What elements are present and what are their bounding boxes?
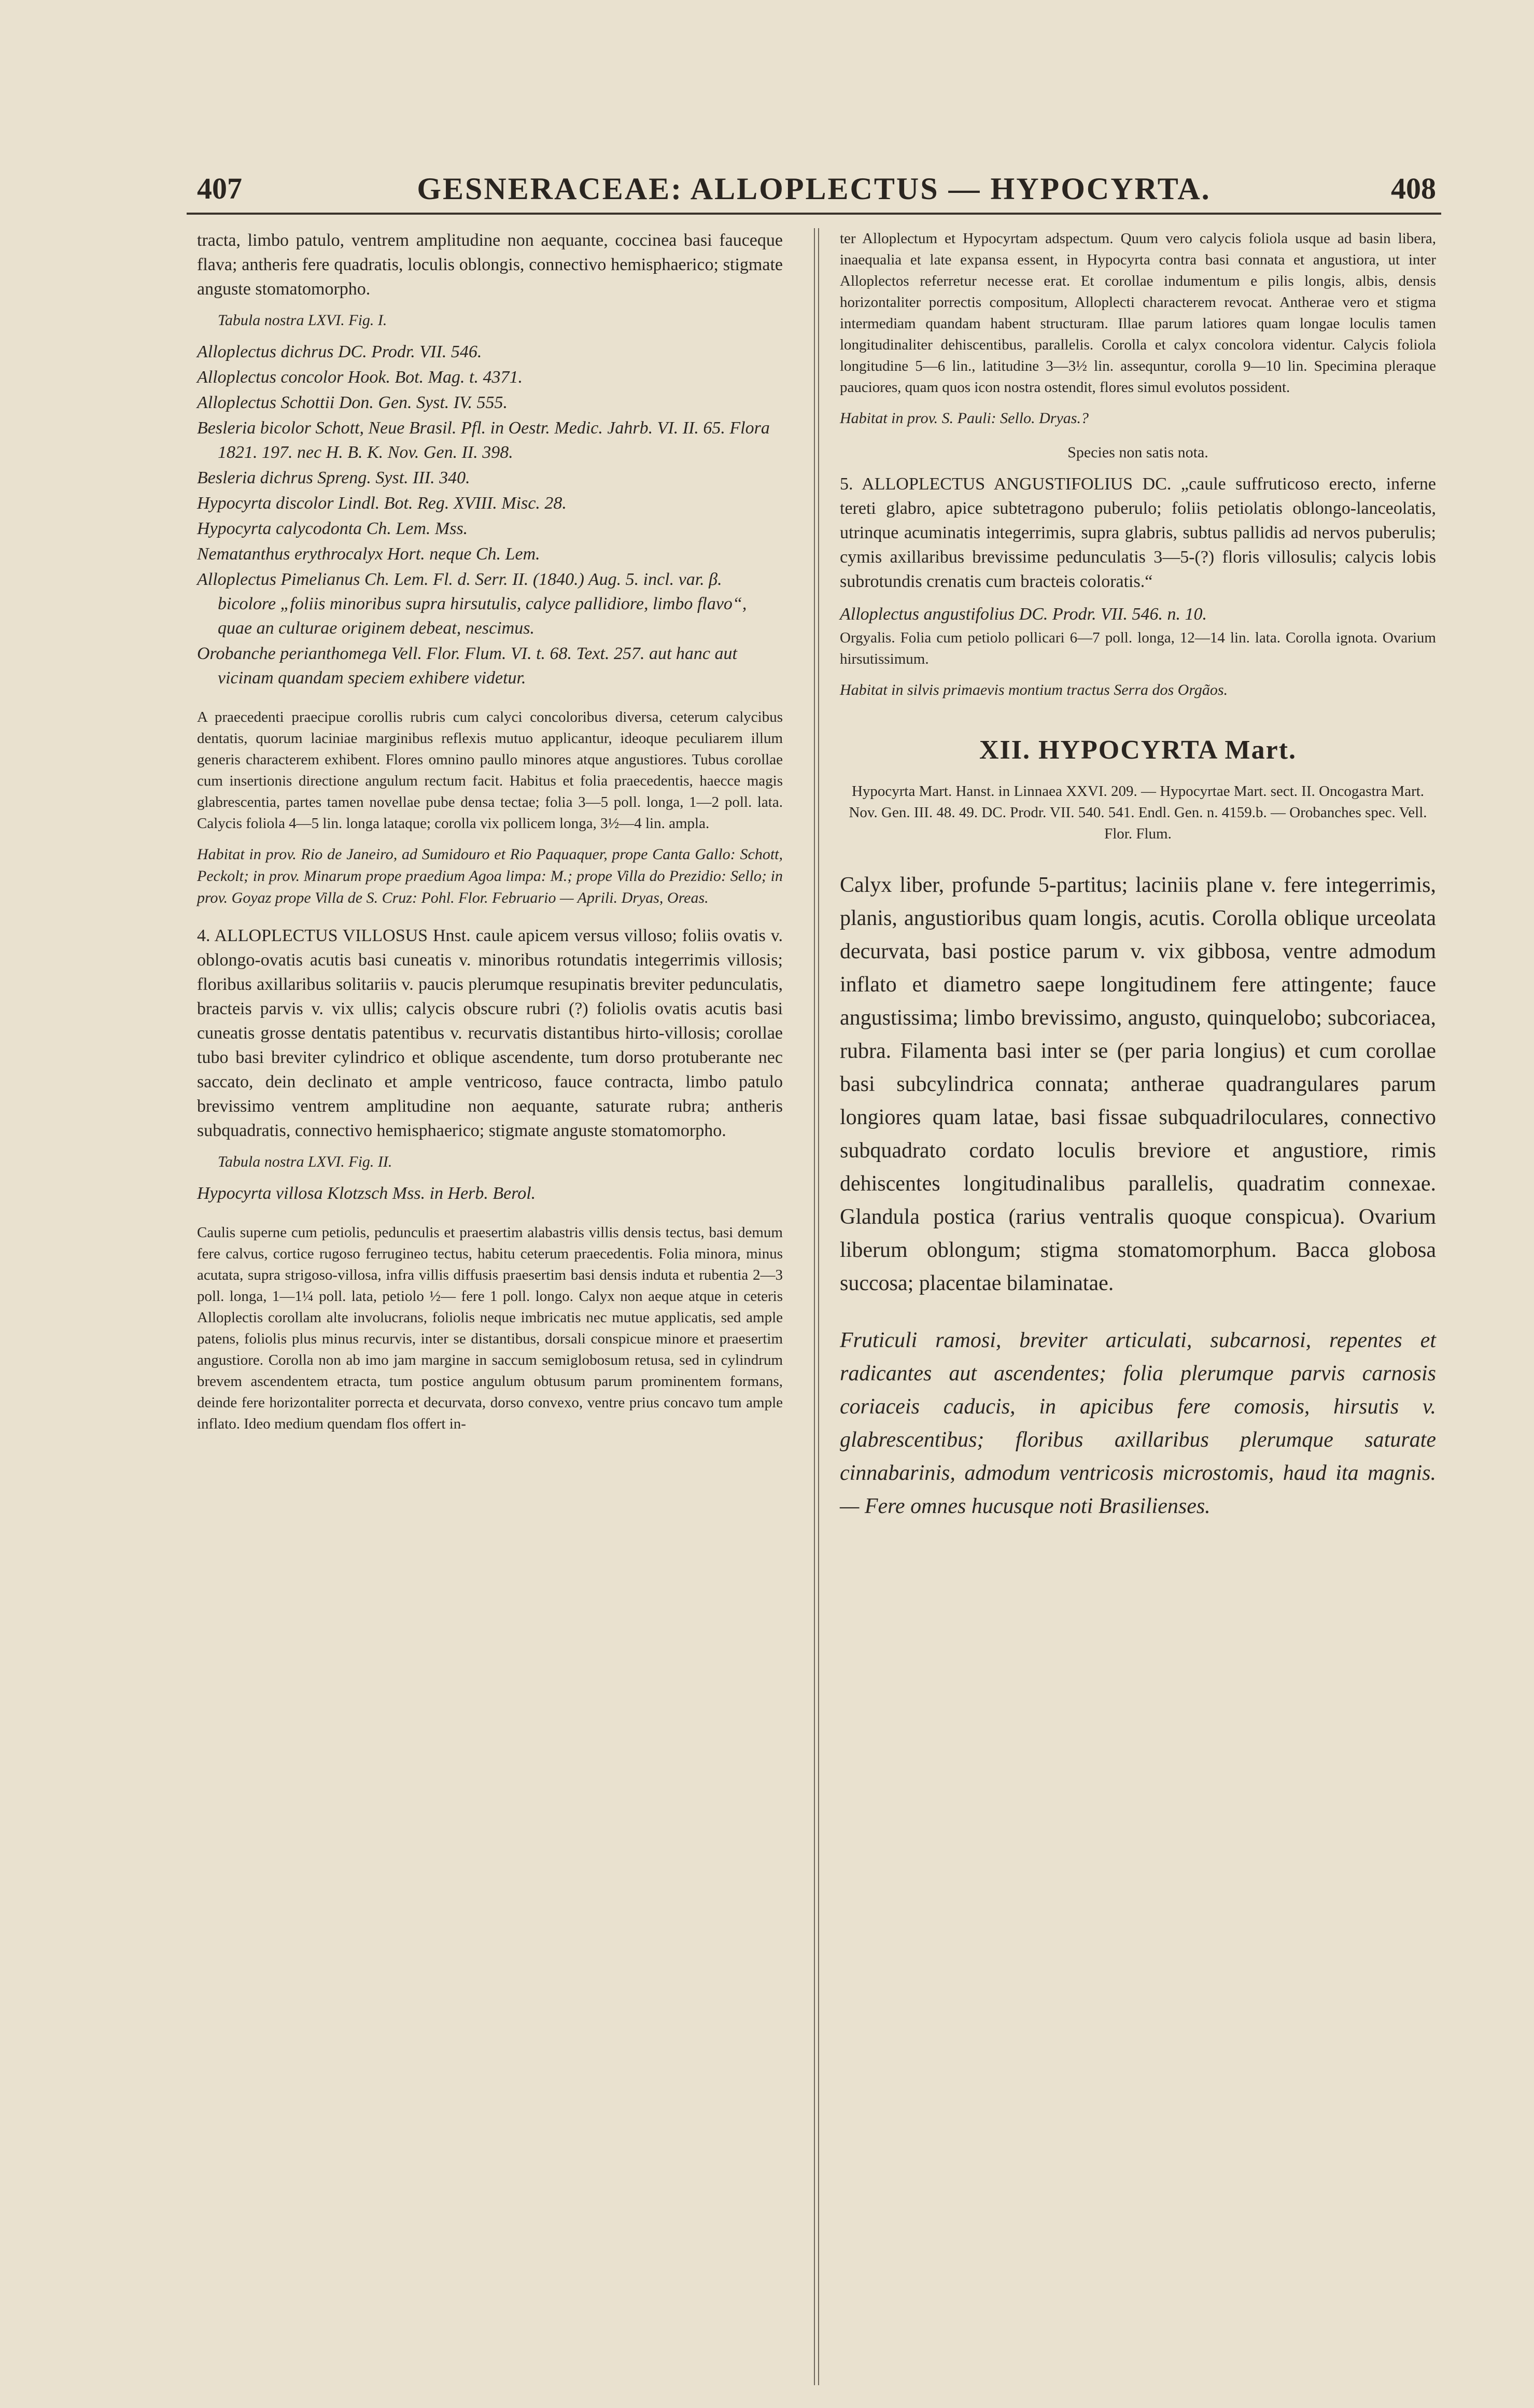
species-description: 4. ALLOPLECTUS VILLOSUS Hnst. caule apicem versus villoso; foliis ovatis v. oblongo-ovatis acutis basi cuneatis v. minoribus rotundatis integerrimis villosis; floribus axillaribus solitariis v. paucis plerumque resupinatis breviter pedunculatis, bracteis parvis v. vix ullis; calycis obscure rubri (?) foliolis ovatis acutis basi cuneatis grosse dentatis patentibus v. recurvatis distantibus hirto-villosis; corollae tubo basi breviter cylindrico et oblique ascendente, tum dorso protuberante nec saccato, dein declinato et ample ventricoso, fauce contracta, limbo patulo brevissimo ventrem amplitudine non aequante, saturate rubra; antheris subquadratis, connectivo hemisphaerico; stigmate anguste stomatomorpho. <box>197 926 783 1140</box>
synonym-ref: Besleria dichrus Spreng. Syst. III. 340. <box>197 468 470 487</box>
synonym-ref: Alloplectus concolor Hook. Bot. Mag. t. 4371. <box>197 368 523 387</box>
running-header <box>187 171 1441 215</box>
habitat-note: Habitat in prov. Rio de Janeiro, ad Sumidouro et Rio Paquaquer, prope Canta Gallo: Schott, Peckolt; in prov. Minarum prope praedium Agoa limpa: M.; prope Villa do Prezidio: Sello; in prov. Goyaz prope Villa de S. Cruz: Pohl. Flor. Februario — Aprili. Dryas, Oreas. <box>197 846 783 906</box>
genus-synonymy: Hypocyrta Mart. Hanst. in Linnaea XXVI. 209. — Hypocyrtae Mart. sect. II. Oncogastra Mart. Nov. Gen. III. 48. 49. DC. Prodr. VII. 540. 541. Endl. Gen. n. 4159.b. — Orobanches spec. Vell. Flor. Flum. <box>849 783 1427 842</box>
genus-heading: XII. HYPOCYRTA Mart. <box>979 735 1297 765</box>
synonym-ref: Alloplectus Pimelianus Ch. Lem. Fl. d. Serr. II. (1840.) Aug. 5. incl. var. β. bicolore „foliis minoribus supra hirsutulis, calyce pallidiore, limbo flavo“, quae an culturae originem debeat, nescimus. <box>197 570 747 638</box>
synonym-ref: Hypocyrta villosa Klotzsch Mss. in Herb. Berol. <box>197 1184 536 1203</box>
species-note: A praecedenti praecipue corollis rubris cum calyci concoloribus diversa, ceterum calycibus dentatis, quorum laciniae marginibus reflexis mutuo applicantur, ideoque peculiarem illum generis characterem exhibent. Flores omnino paullo minores atque angustiores. Tubus corollae cum insertionis directione angulum rectum facit. Habitus et folia praecedentis, haecce magis glabrescentia, partes tamen novellae pube densa tectae; folia 3—5 poll. longa, 1—2 poll. lata. Calycis foliola 4—5 lin. longa lataque; corolla vix pollicem longa, 3½—4 lin. ampla. <box>197 709 783 832</box>
left-column <box>197 228 783 1443</box>
right-column <box>840 228 1436 1531</box>
column-divider <box>814 228 819 2385</box>
species-description: 5. ALLOPLECTUS ANGUSTIFOLIUS DC. „caule suffruticoso erecto, inferne tereti glabro, apice subtetragono puberulo; foliis petiolatis oblongo-lanceolatis, utrinque acuminatis integerrimis, supra glabris, subtus pallidis ad nervos puberulis; cymis axillaribus brevissime pedunculatis 3—5-(?) floris villosulis; calycis lobis subrotundis crenatis cum bracteis coloratis.“ <box>840 474 1436 591</box>
genus-description: Calyx liber, profunde 5-partitus; laciniis plane v. fere integerrimis, planis, angustioribus quam longis, acutis. Corolla oblique urceolata decurvata, basi postice parum v. vix gibbosa, ventre admodum inflato et diametro saepe longitudinem fere attingente; fauce angustissima; limbo brevissimo, angusto, quinquelobo; subcoriacea, rubra. Filamenta basi inter se (per paria longius) et cum corollae basi subcylindrica connata; antherae quadrangulares parum longiores quam latae, basi fissae subquadriloculares, connectivo subquadrato cordato loculis breviore et angustiore, rimis dehiscentes longitudinalibus parallelis, quadratim connexae. Glandula postica (rarius ventralis quoque conspicua). Ovarium liberum oblongum; stigma stomatomorphum. Bacca globosa succosa; placentae bilaminatae. <box>840 873 1436 1295</box>
synonym-ref: Hypocyrta discolor Lindl. Bot. Reg. XVIII. Misc. 28. <box>197 494 567 513</box>
synonym-ref: Alloplectus Schottii Don. Gen. Syst. IV. 555. <box>197 393 508 412</box>
synonym-ref: Orobanche perianthomega Vell. Flor. Flum. VI. t. 68. Text. 257. aut hanc aut vicinam quandam speciem exhibere videtur. <box>197 644 737 688</box>
synonym-ref: Besleria bicolor Schott, Neue Brasil. Pfl. in Oestr. Medic. Jahrb. VI. II. 65. Flora 1821. 197. nec H. B. K. Nov. Gen. II. 398. <box>197 418 770 462</box>
running-title: GESNERACEAE: ALLOPLECTUS — HYPOCYRTA. <box>417 172 1211 206</box>
genus-habit: Fruticuli ramosi, breviter articulati, subcarnosi, repentes et radicantes aut ascendentes; folia plerumque parvis carnosis coriaceis caducis, in apicibus fere comosis, hirsutis v. glabrescentibus; floribus axillaribus plerumque saturate cinnabarinis, admodum ventricosis microstomis, haud ita magnis. — Fere omnes hucusque noti Brasilienses. <box>840 1328 1436 1518</box>
plate-reference: Tabula nostra LXVI. Fig. I. <box>218 312 387 329</box>
plate-reference: Tabula nostra LXVI. Fig. II. <box>218 1153 392 1170</box>
habitat-note: Habitat in prov. S. Pauli: Sello. Dryas.? <box>840 410 1089 427</box>
species-note: Caulis superne cum petiolis, pedunculis et praesertim alabastris villis densis tectus, basi demum fere calvus, cortice rugoso ferrugineo tectus, habitu ceterum praecedentis. Folia minora, minus acutata, supra strigoso-villosa, infra villis diffusis praesertim basi densis induta et rubentia 2—3 poll. longa, 1—1¼ poll. lata, petiolo ½— fere 1 poll. longo. Calyx non aeque atque in ceteris Alloplectis corollam alte involucrans, foliolis neque imbricatis nec mutue applicatis, sed ample patens, foliolis plus minus recurvis, inter se distantibus, dorsali conspicue minore et praesertim angustiore. Corolla non ab imo jam margine in saccum semiglobosum retusa, sed in cylindrum brevem ascendentem etracta, tum postice angulum obtusum parum prominentem formans, deinde fere horizontaliter porrecta et decurvata, dorso convexo, ventre prius concavo tum ample inflato. Ideo medium quendam flos offert in- <box>197 1224 783 1432</box>
page-number-left: 407 <box>197 172 242 205</box>
habitat-note: Habitat in silvis primaevis montium tractus Serra dos Orgãos. <box>840 681 1228 698</box>
synonym-ref: Alloplectus dichrus DC. Prodr. VII. 546. <box>197 342 482 361</box>
synonym-ref: Hypocyrta calycodonta Ch. Lem. Mss. <box>197 519 468 538</box>
continued-note: ter Alloplectum et Hypocyrtam adspectum. Quum vero calycis foliola usque ad basin libera, inaequalia et late expansa essent, in Hypocyrta contra basi connata et angustiora, ut inter Alloplectos referretur necesse erat. Et corollae indumentum e pilis longis, albis, densis horizontaliter porrectis compositum, Alloplecti characterem revocat. Antherae vero et stigma intermediam quandam habent structuram. Illae parum latiores quam longae loculis tamen longitudinaliter dehiscentibus, parallelis. Corolla et calyx concolora videntur. Calycis foliola longitudine 5—6 lin., latitudine 3—3½ lin. assequntur, corolla 9—10 lin. Specimina pleraque pauciores, quam quos icon nostra ostendit, flores simul evolutos possident. <box>840 230 1436 396</box>
section-note: Species non satis nota. <box>1067 444 1208 461</box>
synonym-ref: Nematanthus erythrocalyx Hort. neque Ch. Lem. <box>197 544 540 564</box>
page-number-right: 408 <box>1391 172 1436 205</box>
synonym-ref: Alloplectus angustifolius DC. Prodr. VII. 546. n. 10. <box>840 605 1207 624</box>
species-note: Orgyalis. Folia cum petiolo pollicari 6—7 poll. longa, 12—14 lin. lata. Corolla ignota. Ovarium hirsutissimum. <box>840 629 1436 667</box>
continued-description: tracta, limbo patulo, ventrem amplitudine non aequante, coccinea basi fauceque flava; antheris fere quadratis, loculis oblongis, connectivo hemisphaerico; stigmate anguste stomatomorpho. <box>197 231 783 299</box>
